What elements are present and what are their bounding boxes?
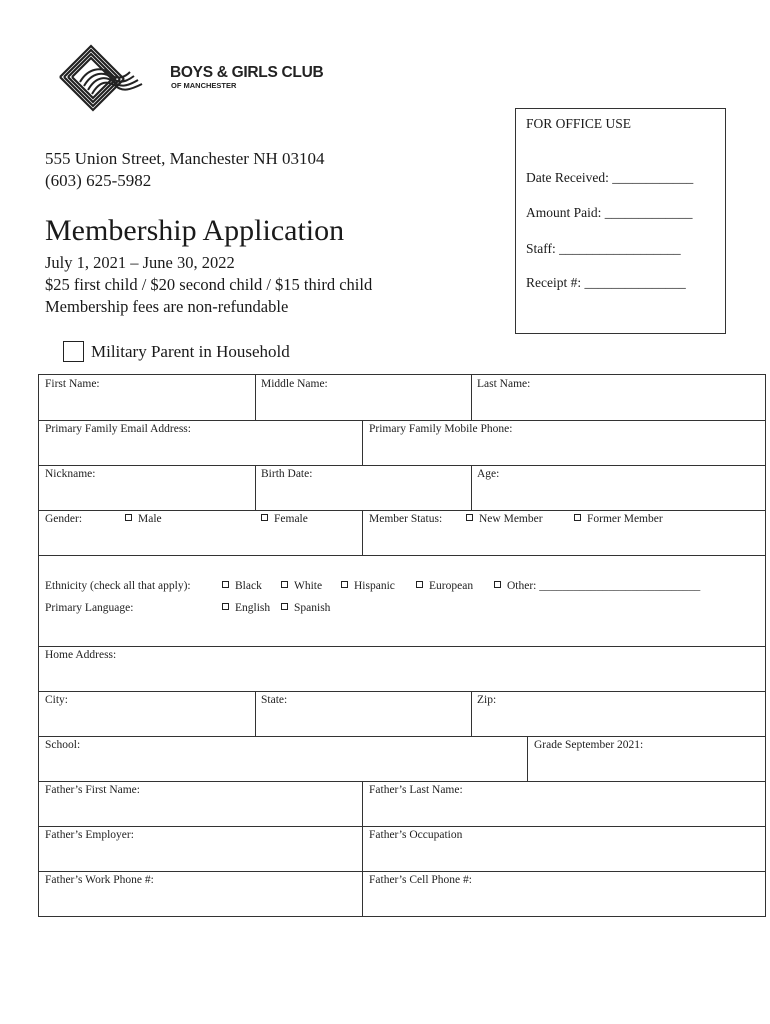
city-field[interactable]: City:	[45, 694, 69, 706]
age-field[interactable]: Age:	[477, 468, 500, 480]
gender-female-option[interactable]: Female	[261, 513, 308, 525]
nickname-field[interactable]: Nickname:	[45, 468, 96, 480]
ethnicity-other-option[interactable]: Other: ____________________________	[494, 580, 700, 592]
birth-date-field[interactable]: Birth Date:	[261, 468, 313, 480]
checkbox-icon[interactable]	[125, 514, 132, 521]
new-member-option[interactable]: New Member	[466, 513, 543, 525]
office-use-box	[515, 108, 726, 334]
amount-paid-field[interactable]: Amount Paid: _____________	[526, 205, 693, 220]
grade-field[interactable]: Grade September 2021:	[534, 739, 644, 751]
handshake-logo-icon	[58, 44, 168, 116]
father-first-name-field[interactable]: Father’s First Name:	[45, 784, 140, 796]
father-work-phone-field[interactable]: Father’s Work Phone #:	[45, 874, 154, 886]
membership-fees: $25 first child / $20 second child / $15 third child	[45, 275, 373, 294]
father-occupation-field[interactable]: Father’s Occupation	[369, 829, 463, 841]
checkbox-icon[interactable]	[222, 581, 229, 588]
club-address: 555 Union Street, Manchester NH 03104	[45, 149, 325, 168]
checkbox-icon[interactable]	[281, 581, 288, 588]
ethnicity-black-option[interactable]: Black	[222, 580, 262, 592]
family-email-field[interactable]: Primary Family Email Address:	[45, 423, 191, 435]
last-name-field[interactable]: Last Name:	[477, 378, 531, 390]
military-parent-checkbox[interactable]	[63, 341, 84, 362]
date-received-field[interactable]: Date Received: ____________	[526, 170, 694, 185]
home-address-field[interactable]: Home Address:	[45, 649, 117, 661]
receipt-field[interactable]: Receipt #: _______________	[526, 275, 686, 290]
father-employer-field[interactable]: Father’s Employer:	[45, 829, 134, 841]
checkbox-icon[interactable]	[494, 581, 501, 588]
club-phone: (603) 625-5982	[45, 171, 152, 190]
logo-subtitle: OF MANCHESTER	[171, 81, 237, 90]
logo-name: BOYS & GIRLS CLUB	[170, 64, 324, 81]
father-cell-phone-field[interactable]: Father’s Cell Phone #:	[369, 874, 472, 886]
primary-language-label: Primary Language:	[45, 602, 134, 614]
military-parent-label: Military Parent in Household	[91, 342, 290, 361]
ethnicity-label: Ethnicity (check all that apply):	[45, 580, 191, 592]
ethnicity-hispanic-option[interactable]: Hispanic	[341, 580, 395, 592]
checkbox-icon[interactable]	[466, 514, 473, 521]
member-status-label: Member Status:	[369, 513, 443, 525]
gender-male-option[interactable]: Male	[125, 513, 162, 525]
checkbox-icon[interactable]	[341, 581, 348, 588]
first-name-field[interactable]: First Name:	[45, 378, 100, 390]
page-title: Membership Application	[45, 214, 345, 247]
zip-field[interactable]: Zip:	[477, 694, 497, 706]
school-field[interactable]: School:	[45, 739, 81, 751]
staff-field[interactable]: Staff: __________________	[526, 241, 681, 256]
application-form-table	[38, 374, 766, 917]
father-last-name-field[interactable]: Father’s Last Name:	[369, 784, 463, 796]
state-field[interactable]: State:	[261, 694, 288, 706]
office-use-title: FOR OFFICE USE	[526, 116, 632, 131]
language-spanish-option[interactable]: Spanish	[281, 602, 330, 614]
membership-dates: July 1, 2021 – June 30, 2022	[45, 253, 235, 272]
ethnicity-european-option[interactable]: European	[416, 580, 473, 592]
checkbox-icon[interactable]	[416, 581, 423, 588]
checkbox-icon[interactable]	[574, 514, 581, 521]
gender-label: Gender:	[45, 513, 83, 525]
former-member-option[interactable]: Former Member	[574, 513, 663, 525]
ethnicity-white-option[interactable]: White	[281, 580, 322, 592]
family-mobile-field[interactable]: Primary Family Mobile Phone:	[369, 423, 513, 435]
checkbox-icon[interactable]	[222, 603, 229, 610]
language-english-option[interactable]: English	[222, 602, 270, 614]
checkbox-icon[interactable]	[281, 603, 288, 610]
middle-name-field[interactable]: Middle Name:	[261, 378, 328, 390]
checkbox-icon[interactable]	[261, 514, 268, 521]
refund-policy: Membership fees are non-refundable	[45, 297, 289, 316]
